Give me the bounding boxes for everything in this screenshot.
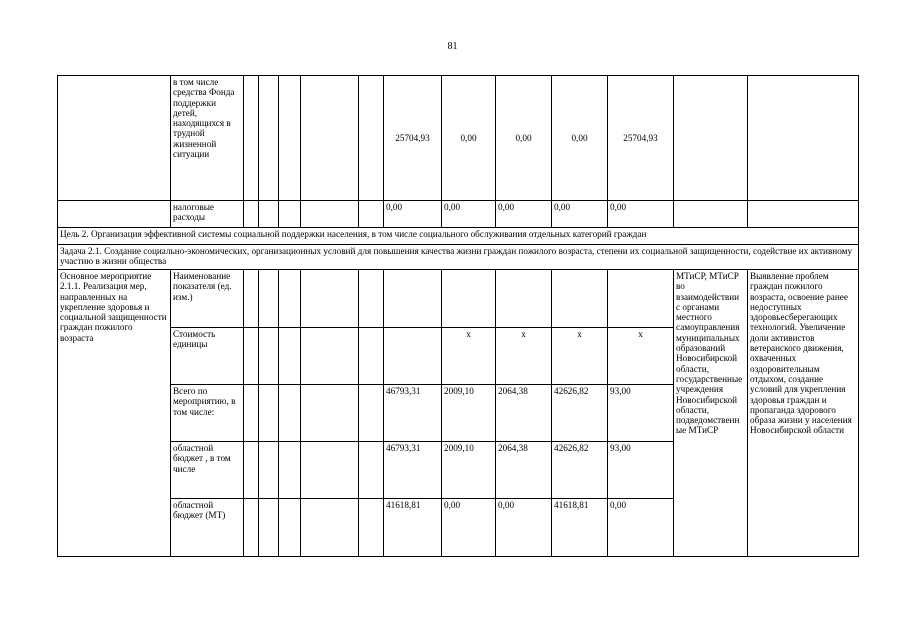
empty-cell <box>58 76 171 201</box>
value-cell: 0,00 <box>384 201 442 228</box>
measure-name: Основное мероприятие 2.1.1. Реализация мер, направленных на укрепление здоровья и социальной защищенности граждан пожилого возраста <box>58 270 171 557</box>
value-cell: 42626,82 <box>552 385 608 442</box>
row-label: налоговые расходы <box>171 201 244 228</box>
value-cell: 2064,38 <box>496 385 552 442</box>
value-cell: 2009,10 <box>442 442 496 499</box>
value-cell: 93,00 <box>608 442 674 499</box>
value-cell: 0,00 <box>608 201 674 228</box>
row-task <box>58 245 859 270</box>
value-cell: x <box>442 328 496 385</box>
row-indicator <box>58 270 859 328</box>
value-cell: 0,00 <box>442 499 496 557</box>
value-cell: x <box>496 328 552 385</box>
goal-text: Цель 2. Организация эффективной системы социальной поддержки населения, в том числе социального обслуживания отдельных категорий граждан <box>58 228 859 245</box>
value-cell: 0,00 <box>552 201 608 228</box>
value-cell: 41618,81 <box>552 499 608 557</box>
value-cell: 2009,10 <box>442 385 496 442</box>
value-cell: 0,00 <box>442 201 496 228</box>
value-cell: x <box>552 328 608 385</box>
row-label: в том числе средства Фонда поддержки детей, находящихся в трудной жизненной ситуации <box>171 76 244 201</box>
value-cell: 0,00 <box>496 499 552 557</box>
value-cell: 0,00 <box>442 76 496 201</box>
empty-cell <box>58 201 171 228</box>
result-cell: Выявление проблем граждан пожилого возраста, освоение ранее недоступных здоровьесберегающих технологий. Увеличение доли активистов ветеранского движения, охваченных оздоровительным отдыхом, создание условий для укрепления здоровья граждан и пропаганда здорового образа жизни у населения Новосибирской области <box>748 270 859 557</box>
value-cell: 46793,31 <box>384 442 442 499</box>
value-cell: x <box>608 328 674 385</box>
row-goal <box>58 228 859 245</box>
row-tax <box>58 201 859 228</box>
row-label: Всего по мероприятию, в том числе: <box>171 385 244 442</box>
row-label: Наименование показателя (ед. изм.) <box>171 270 244 328</box>
executor-cell: МТиСР, МТиСР во взаимодействии с органами местного самоуправления муниципальных образований Новосибирской области, государственные учреждения Новосибирской области, подведомственные МТиСР <box>674 270 748 557</box>
value-cell: 25704,93 <box>384 76 442 201</box>
row-label: областной бюджет (МТ) <box>171 499 244 557</box>
value-cell: 46793,31 <box>384 385 442 442</box>
value-cell: 25704,93 <box>608 76 674 201</box>
value-cell: 93,00 <box>608 385 674 442</box>
page-number: 81 <box>447 41 458 52</box>
value-cell: 2064,38 <box>496 442 552 499</box>
value-cell: 0,00 <box>608 499 674 557</box>
program-table <box>57 75 859 557</box>
row-label: областной бюджет , в том числе <box>171 442 244 499</box>
value-cell: 0,00 <box>496 76 552 201</box>
value-cell: 0,00 <box>552 76 608 201</box>
value-cell: 0,00 <box>496 201 552 228</box>
value-cell: 42626,82 <box>552 442 608 499</box>
row-label: Стоимость единицы <box>171 328 244 385</box>
row-fund <box>58 76 859 201</box>
task-text: Задача 2.1. Создание социально-экономических, организационных условий для повышения качества жизни граждан пожилого возраста, степени их социальной защищенности, содействие их активному участию в жизни общества <box>58 245 859 270</box>
value-cell: 41618,81 <box>384 499 442 557</box>
